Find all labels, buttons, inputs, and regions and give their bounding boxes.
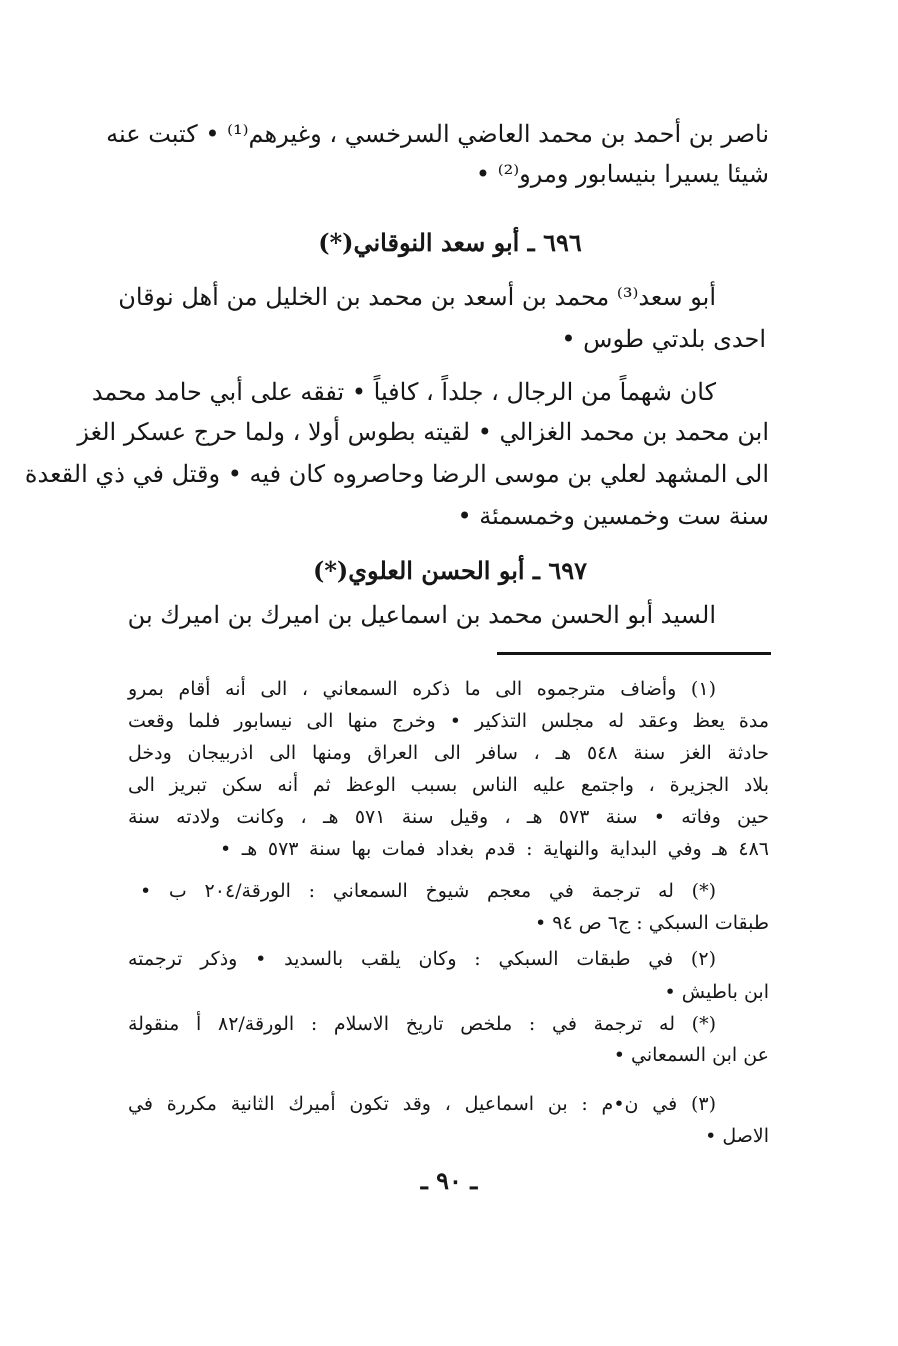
body-line: سنة ست وخمسين وخمسمئة •: [457, 502, 769, 530]
entry-heading-696: ٦٩٦ ـ أبو سعد النوقاني(*): [318, 228, 582, 257]
footnote-line: حين وفاته • سنة ٥٧٣ هـ ، وقيل سنة ٥٧١ هـ ، وكانت ولادته سنة: [128, 806, 769, 828]
footnote-line: ٤٨٦ هـ وفي البداية والنهاية : قدم بغداد فمات بها سنة ٥٧٣ هـ •: [220, 838, 770, 860]
entry-heading-697: ٦٩٧ ـ أبو الحسن العلوي(*): [313, 556, 587, 585]
footnote-line: (١) وأضاف مترجموه الى ما ذكره السمعاني ، الى أنه أقام بمرو: [128, 678, 716, 700]
footnote-line: (*) له ترجمة في معجم شيوخ السمعاني : الورقة/٢٠٤ ب •: [140, 880, 716, 902]
footnote-line: الاصل •: [705, 1125, 769, 1147]
body-line: شيئا يسيرا بنيسابور ومرو⁽²⁾ •: [475, 160, 769, 188]
footnote-line: (٣) في ن•م : بن اسماعيل ، وقد تكون أميرك الثانية مكررة في: [128, 1093, 716, 1115]
footnote-line: (٢) في طبقات السبكي : وكان يلقب بالسديد • وذكر ترجمته: [128, 948, 716, 970]
footnote-line: عن ابن السمعاني •: [613, 1044, 769, 1066]
body-line: الى المشهد لعلي بن موسى الرضا وحاصروه كان فيه • وقتل في ذي القعدة: [24, 460, 769, 488]
footnote-line: مدة يعظ وعقد له مجلس التذكير • وخرج منها الى نيسابور فلما وقعت: [128, 710, 769, 732]
body-line: السيد أبو الحسن محمد بن اسماعيل بن اميرك بن اميرك بن: [127, 601, 716, 629]
body-line: احدى بلدتي طوس •: [561, 325, 766, 353]
footnote-line: ابن باطيش •: [664, 981, 769, 1003]
body-line: أبو سعد⁽³⁾ محمد بن أسعد بن محمد بن الخليل من أهل نوقان: [118, 283, 716, 311]
body-line: ناصر بن أحمد بن محمد العاضي السرخسي ، وغيرهم⁽¹⁾ • كتبت عنه: [106, 120, 769, 148]
page-number: ـ ٩٠ ـ: [420, 1166, 478, 1195]
footnote-line: حادثة الغز سنة ٥٤٨ هـ ، سافر الى العراق ومنها الى اذربيجان ودخل: [128, 742, 769, 764]
footnote-separator: [497, 652, 771, 655]
body-line: كان شهماً من الرجال ، جلداً ، كافياً • تفقه على أبي حامد محمد: [91, 378, 716, 406]
body-line: ابن محمد بن محمد الغزالي • لقيته بطوس أولا ، ولما حرج عسكر الغز: [77, 418, 769, 446]
footnote-line: بلاد الجزيرة ، واجتمع عليه الناس بسبب الوعظ ثم أنه سكن تبريز الى: [128, 774, 769, 796]
footnote-line: (*) له ترجمة في : ملخص تاريخ الاسلام : الورقة/٨٢ أ منقولة: [128, 1013, 717, 1035]
footnote-line: طبقات السبكي : ج٦ ص ٩٤ •: [535, 912, 769, 934]
